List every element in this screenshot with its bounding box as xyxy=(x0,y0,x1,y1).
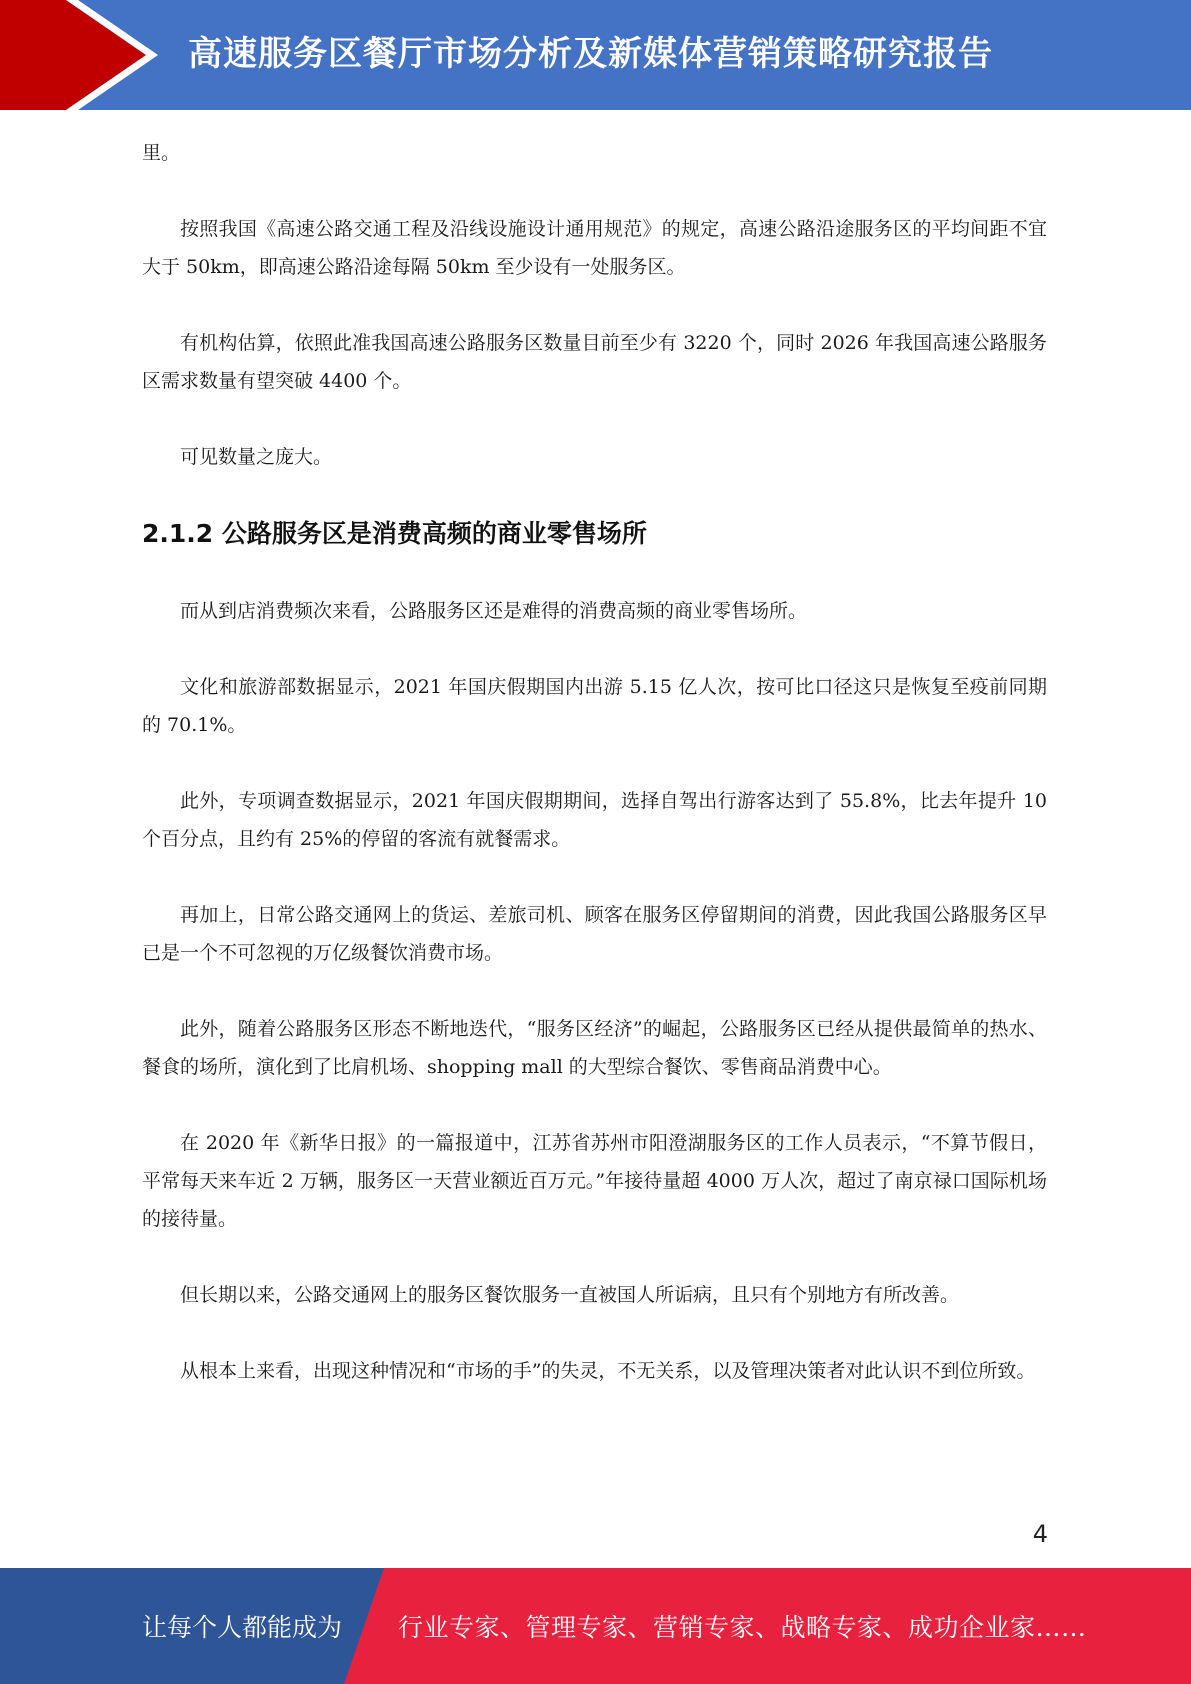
paragraph: 此外，专项调查数据显示，2021 年国庆假期期间，选择自驾出行游客达到了 55.8%，比去年提升 10 个百分点，且约有 25%的停留的客流有就餐需求。 xyxy=(142,790,1047,850)
footer-slogan-left: 让每个人都能成为 xyxy=(142,1613,343,1642)
paragraph: 而从到店消费频次来看，公路服务区还是难得的消费高频的商业零售场所。 xyxy=(180,600,808,622)
paragraph: 文化和旅游部数据显示，2021 年国庆假期国内出游 5.15 亿人次，按可比口径这只是恢复至疫前同期的 70.1%。 xyxy=(142,676,1047,736)
section-heading: 2.1.2 公路服务区是消费高频的商业零售场所 xyxy=(142,519,647,548)
paragraph: 但长期以来，公路交通网上的服务区餐饮服务一直被国人所诟病，且只有个别地方有所改善。 xyxy=(180,1284,960,1306)
paragraph: 按照我国《高速公路交通工程及沿线设施设计通用规范》的规定，高速公路沿途服务区的平均间距不宜大于 50km，即高速公路沿途每隔 50km 至少设有一处服务区。 xyxy=(142,218,1047,278)
paragraph: 此外，随着公路服务区形态不断地迭代，“服务区经济”的崛起，公路服务区已经从提供最简单的热水、餐食的场所，演化到了比肩机场、shopping mall 的大型综合餐饮、零售商品消费中心。 xyxy=(142,1018,1047,1078)
paragraph: 再加上，日常公路交通网上的货运、差旅司机、顾客在服务区停留期间的消费，因此我国公路服务区早已是一个不可忽视的万亿级餐饮消费市场。 xyxy=(142,904,1047,964)
footer-slogan-right: 行业专家、管理专家、营销专家、战略专家、成功企业家…… xyxy=(398,1613,1087,1642)
report-body xyxy=(142,134,1047,1428)
page-footer xyxy=(0,1568,1191,1684)
report-title: 高速服务区餐厅市场分析及新媒体营销策略研究报告 xyxy=(188,34,993,74)
header-arrow-decoration xyxy=(0,0,160,110)
paragraph: 可见数量之庞大。 xyxy=(180,446,333,468)
paragraph: 里。 xyxy=(142,142,181,164)
page-header xyxy=(0,0,1191,110)
paragraph: 在 2020 年《新华日报》的一篇报道中，江苏省苏州市阳澄湖服务区的工作人员表示，“不算节假日，平常每天来车近 2 万辆，服务区一天营业额近百万元。”年接待量超 4000 万人次，超过了南京禄口国际机场的接待量。 xyxy=(142,1132,1047,1230)
paragraph: 有机构估算，依照此准我国高速公路服务区数量目前至少有 3220 个，同时 2026 年我国高速公路服务区需求数量有望突破 4400 个。 xyxy=(142,332,1047,392)
page-number: 4 xyxy=(1032,1520,1048,1548)
paragraph: 从根本上来看，出现这种情况和“市场的手”的失灵，不无关系，以及管理决策者对此认识不到位所致。 xyxy=(180,1360,1036,1382)
